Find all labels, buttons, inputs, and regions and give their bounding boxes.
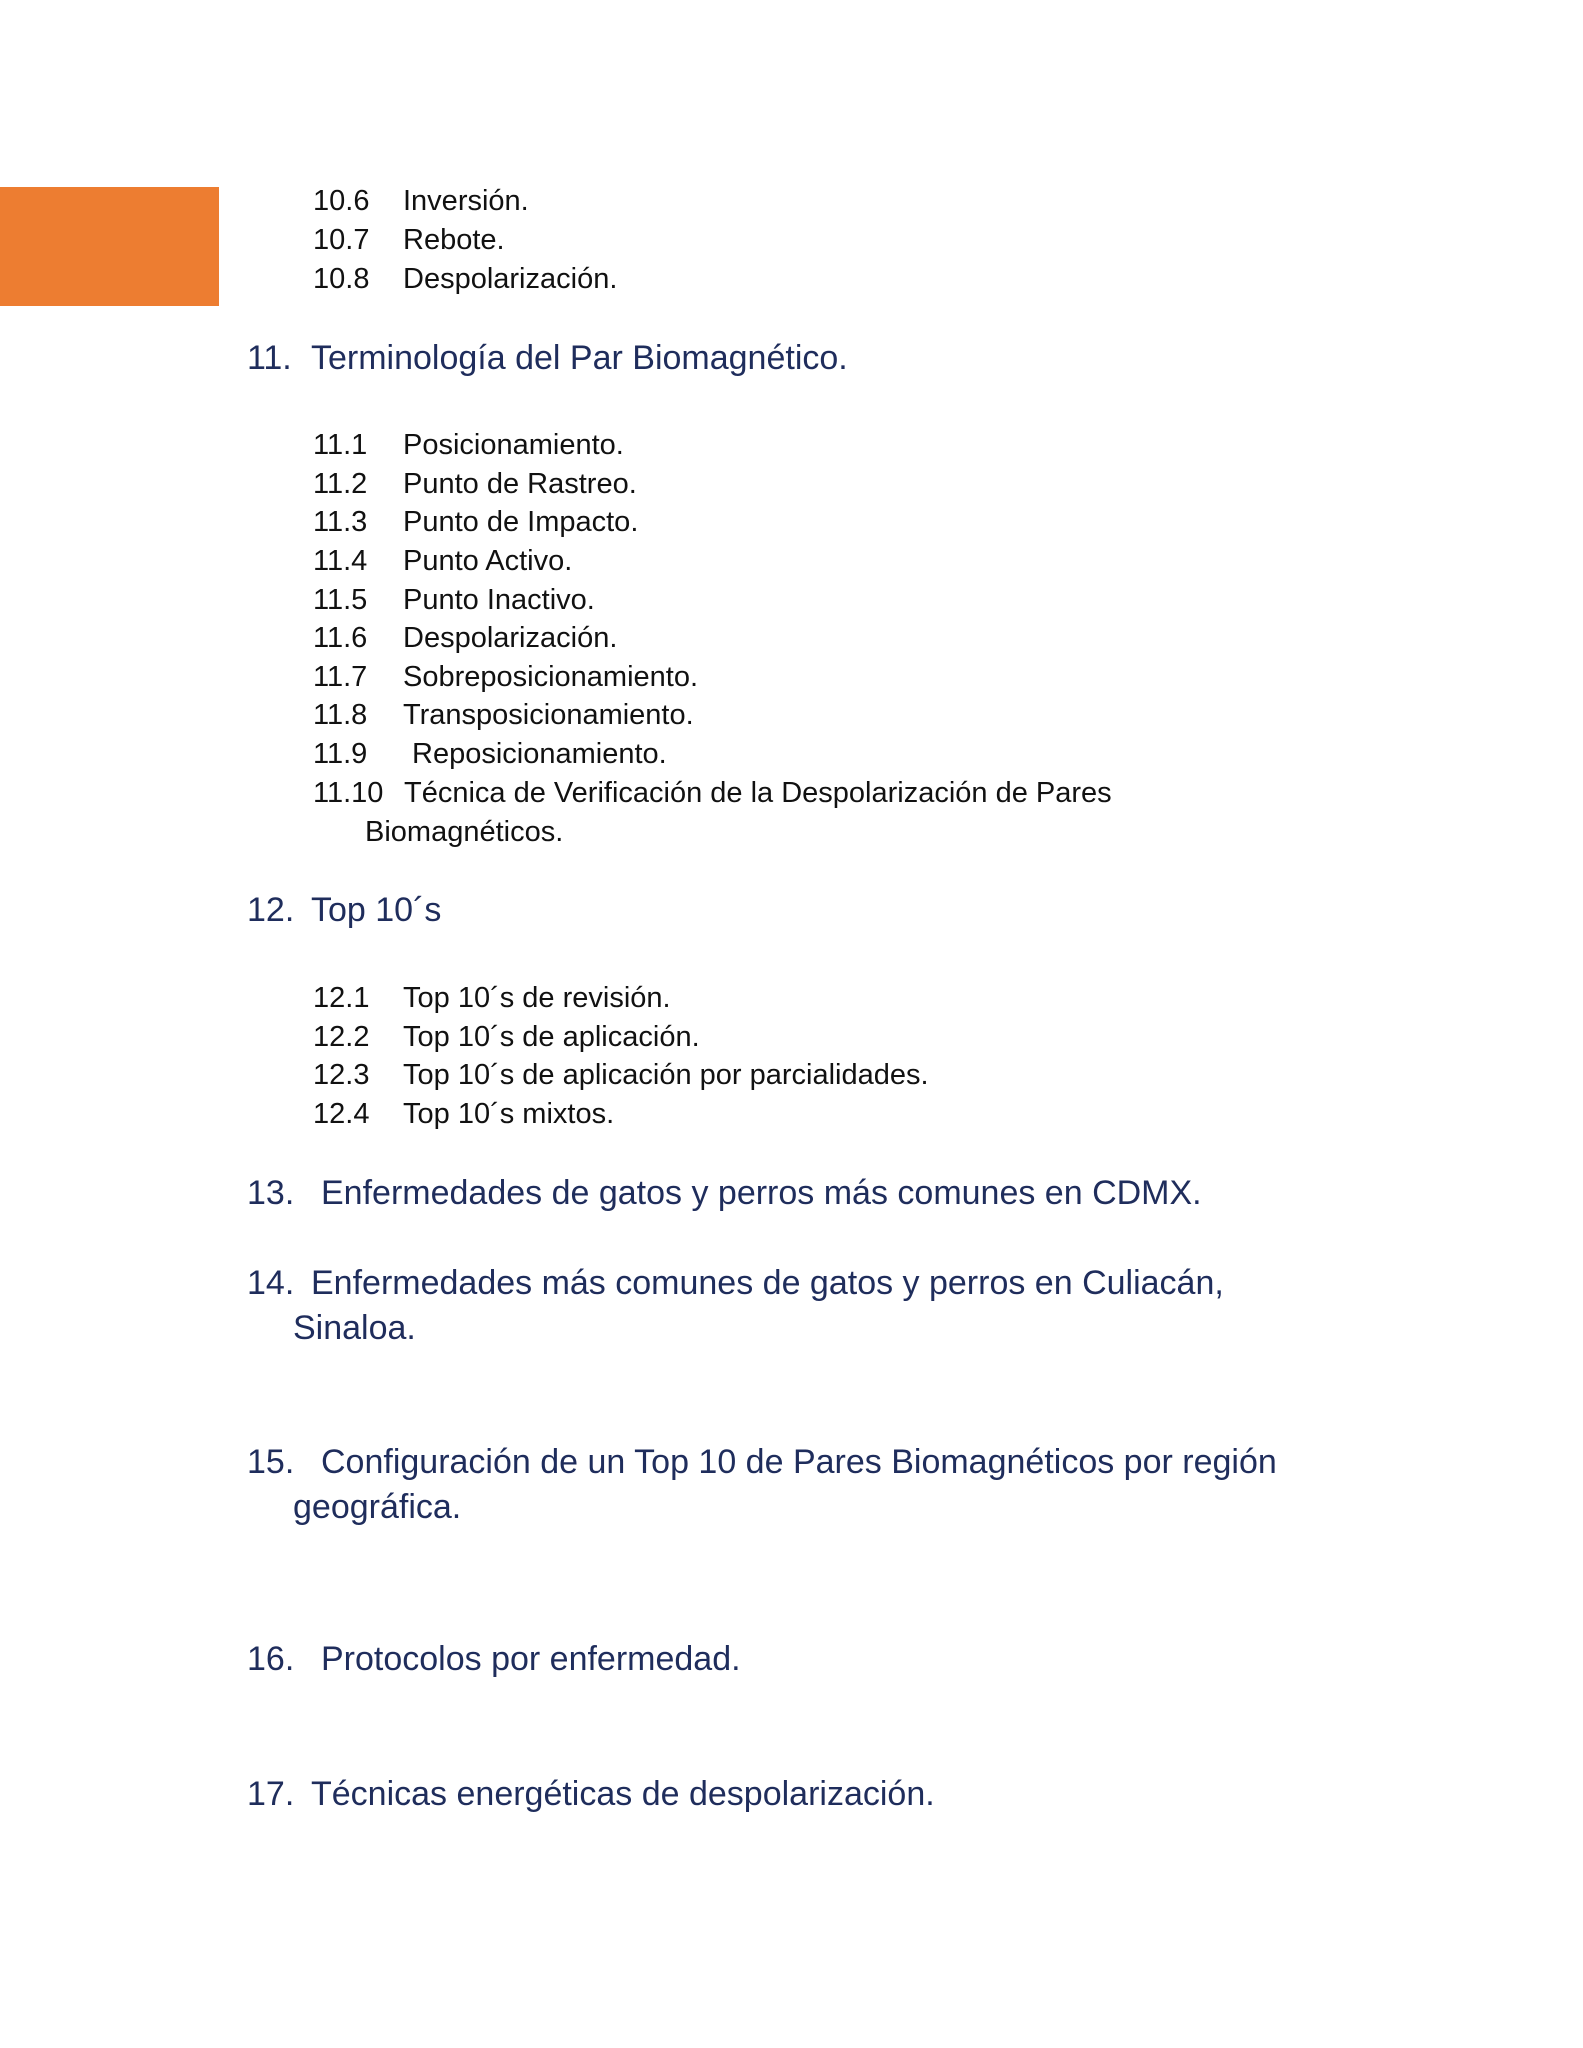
toc-item-label: Reposicionamiento. bbox=[412, 738, 667, 770]
toc-item-number: 11.5 bbox=[313, 584, 368, 616]
toc-item-label: Top 10´s de aplicación por parcialidades. bbox=[403, 1059, 929, 1091]
toc-item-label: Sobreposicionamiento. bbox=[403, 661, 699, 693]
toc-item-number: 12.2 bbox=[313, 1021, 370, 1053]
toc-section-number: 17. bbox=[247, 1775, 295, 1813]
toc-item-number: 11.7 bbox=[313, 661, 368, 693]
toc-item-number: 10.6 bbox=[313, 185, 370, 217]
toc-item-label: Punto Activo. bbox=[403, 545, 573, 577]
toc-item-number: 12.3 bbox=[313, 1059, 370, 1091]
toc-section-title: Protocolos por enfermedad. bbox=[321, 1640, 741, 1678]
toc-item-number: 10.8 bbox=[313, 263, 370, 295]
toc-item-11-10-continuation: Biomagnéticos. bbox=[365, 816, 564, 848]
toc-item-label: Despolarización. bbox=[403, 263, 618, 295]
toc-item-number: 11.9 bbox=[313, 738, 368, 770]
toc-item-number: 11.2 bbox=[313, 468, 368, 500]
toc-item-label: Punto de Impacto. bbox=[403, 506, 639, 538]
orange-accent-bar bbox=[0, 187, 219, 306]
toc-item-number: 12.4 bbox=[313, 1098, 370, 1130]
toc-section-15-continuation: geográfica. bbox=[293, 1488, 462, 1526]
toc-item-label: Inversión. bbox=[403, 185, 529, 217]
toc-item-label: Despolarización. bbox=[403, 622, 618, 654]
toc-item-label: Top 10´s mixtos. bbox=[403, 1098, 615, 1130]
toc-item-label: Top 10´s de aplicación. bbox=[403, 1021, 700, 1053]
toc-section-title: Enfermedades de gatos y perros más comunes en CDMX. bbox=[321, 1174, 1202, 1212]
toc-item-number: 11.8 bbox=[313, 699, 368, 731]
toc-section-title: Terminología del Par Biomagnético. bbox=[311, 339, 848, 377]
toc-item-number: 11.10 bbox=[313, 777, 384, 809]
toc-section-number: 12. bbox=[247, 891, 295, 929]
toc-section-title: Enfermedades más comunes de gatos y perros en Culiacán, bbox=[311, 1264, 1224, 1302]
toc-item-label: Top 10´s de revisión. bbox=[403, 982, 671, 1014]
toc-item-number: 11.4 bbox=[313, 545, 368, 577]
toc-section-title: Top 10´s bbox=[311, 891, 442, 929]
toc-item-number: 10.7 bbox=[313, 224, 370, 256]
toc-item-number: 11.6 bbox=[313, 622, 368, 654]
toc-item-label: Posicionamiento. bbox=[403, 429, 624, 461]
toc-section-number: 13. bbox=[247, 1174, 295, 1212]
toc-section-number: 11. bbox=[247, 339, 292, 377]
toc-section-14-continuation: Sinaloa. bbox=[293, 1309, 416, 1347]
toc-item-label: Técnica de Verificación de la Despolarización de Pares bbox=[404, 777, 1112, 809]
toc-section-title: Configuración de un Top 10 de Pares Biomagnéticos por región bbox=[321, 1443, 1277, 1481]
toc-section-number: 16. bbox=[247, 1640, 295, 1678]
toc-section-number: 15. bbox=[247, 1443, 295, 1481]
toc-section-number: 14. bbox=[247, 1264, 295, 1302]
toc-item-label: Punto Inactivo. bbox=[403, 584, 595, 616]
toc-section-title: Técnicas energéticas de despolarización. bbox=[311, 1775, 935, 1813]
toc-item-label: Punto de Rastreo. bbox=[403, 468, 637, 500]
toc-item-label: Rebote. bbox=[403, 224, 505, 256]
toc-item-number: 11.3 bbox=[313, 506, 368, 538]
toc-item-number: 12.1 bbox=[313, 982, 370, 1014]
toc-item-label: Transposicionamiento. bbox=[403, 699, 694, 731]
toc-item-number: 11.1 bbox=[313, 429, 368, 461]
